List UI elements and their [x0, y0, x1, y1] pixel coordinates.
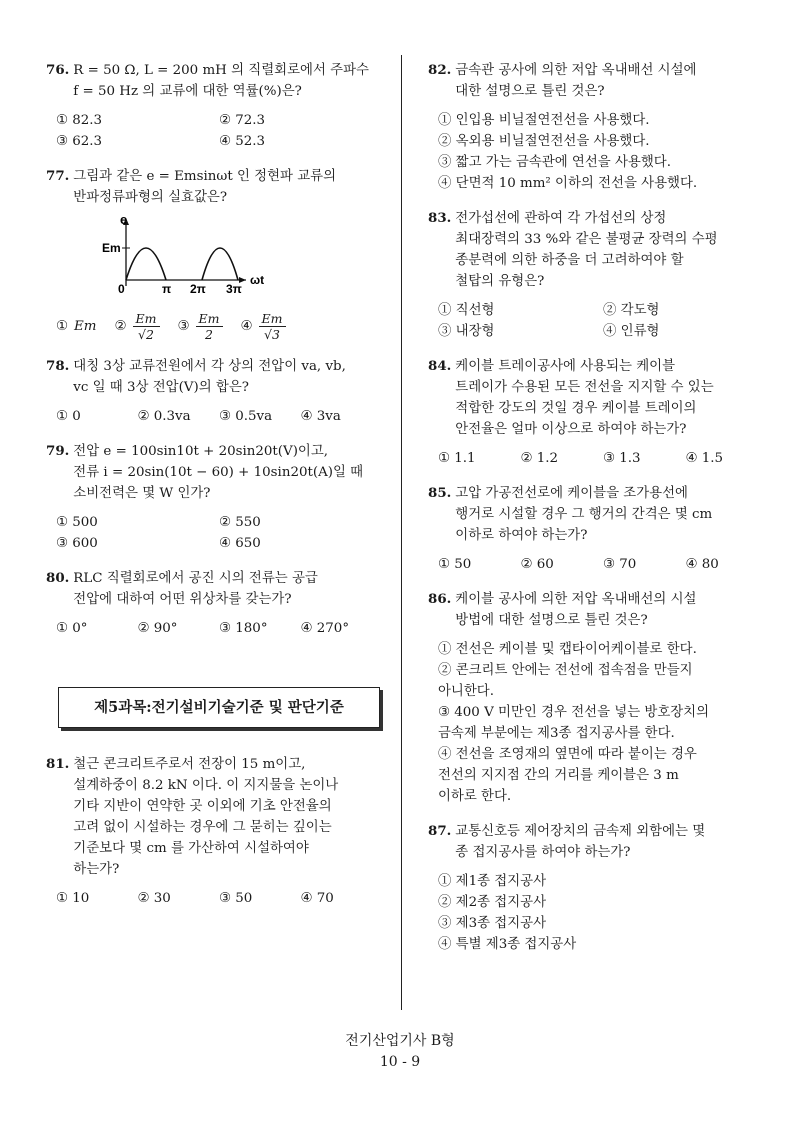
option-4: ④ 단면적 10 mm² 이하의 전선을 사용했다. — [438, 176, 698, 191]
label-e: e — [120, 214, 128, 227]
option-1: ① 직선형 — [438, 303, 495, 318]
question-77 — [46, 166, 382, 342]
question-number: 86. — [428, 591, 452, 607]
left-column — [46, 60, 382, 923]
question-text: 교통신호등 제어장치의 금속제 외함에는 몇 종 접지공사를 하여야 하는가? — [455, 824, 706, 860]
footer-page-number: 10 - 9 — [379, 1054, 421, 1070]
question-text: R = 50 Ω, L = 200 mH 의 직렬회로에서 주파수 f = 50 Hz 의 교류에 대한 역률(%)은? — [73, 63, 369, 99]
question-81 — [46, 754, 382, 909]
question-86 — [428, 589, 768, 807]
option-3: ③ 62.3 — [56, 134, 103, 149]
question-82 — [428, 60, 768, 194]
question-number: 82. — [428, 62, 452, 78]
question-text: 전압 e = 100sin10t + 20sin20t(V)이고, 전류 i = 20sin(10t − 60) + 10sin20t(A)일 때 소비전력은 몇 W 인가? — [73, 444, 364, 501]
column-divider — [401, 55, 402, 1010]
question-number: 81. — [46, 756, 70, 772]
option-3: ③ 0.5va — [219, 409, 273, 424]
half-wave-rectified-figure — [96, 214, 382, 301]
question-number: 79. — [46, 443, 70, 459]
option-2: ② 60 — [520, 557, 554, 572]
option-4: ④ 1.5 — [685, 451, 724, 466]
option-4: ④ 특별 제3종 접지공사 — [438, 937, 577, 952]
option-1: ① 82.3 — [56, 113, 103, 128]
waveform-graph — [96, 214, 286, 294]
option-2: ② 72.3 — [219, 113, 266, 128]
label-origin: 0 — [118, 282, 125, 294]
option-4: ④ 70 — [300, 891, 334, 906]
options — [46, 110, 382, 152]
option-3: ③ 제3종 접지공사 — [438, 916, 547, 931]
option-4: ④ 인류형 — [603, 324, 660, 339]
option-4: ④ 전선을 조영재의 옆면에 따라 붙이는 경우 전선의 지지점 간의 거리를 케이블은 3 m 이하로 한다. — [438, 747, 697, 804]
option-1: ① 1.1 — [438, 451, 476, 466]
option-4: ④ 650 — [219, 536, 261, 551]
question-text: 케이블 공사에 의한 저압 옥내배선의 시설 방법에 대한 설명으로 틀린 것은? — [455, 592, 697, 628]
option-2: ② 30 — [137, 891, 171, 906]
question-text: 그림과 같은 e = Emsinωt 인 정현파 교류의 반파정류파형의 실효값은? — [73, 169, 337, 205]
right-column — [428, 60, 768, 969]
option-3: ③ 내장형 — [438, 324, 495, 339]
question-76 — [46, 60, 382, 152]
question-text: 케이블 트레이공사에 사용되는 케이블 트레이가 수용된 모든 전선을 지지할 수 있는 적합한 강도의 것일 경우 케이블 트레이의 안전율은 얼마 이상으로 하여야 하는가? — [455, 359, 714, 437]
question-text: 철근 콘크리트주로서 전장이 15 m이고, 설계하중이 8.2 kN 이다. 이 지지물을 논이나 기타 지반이 연약한 곳 이외에 기초 안전율의 고려 없이 시설하는 경우에 그 묻히는 깊이는 기준보다 몇 cm 를 가산하여 시설하여야 하는가? — [73, 757, 339, 877]
option-1: ① 0° — [56, 621, 88, 636]
option-2: ② 옥외용 비닐절연전선을 사용했다. — [438, 134, 650, 149]
option-4: ④ $\frac{Em}{√3}$ — [241, 311, 286, 342]
option-3: ③ 400 V 미만인 경우 전선을 넣는 방호장치의 금속제 부분에는 제3종 접지공사를 한다. — [438, 705, 710, 741]
options — [428, 110, 768, 194]
options — [428, 871, 768, 955]
option-2: ② $\frac{Em}{√2}$ — [115, 311, 160, 342]
question-number: 83. — [428, 210, 452, 226]
options — [428, 554, 768, 575]
option-2: ② 콘크리트 안에는 전선에 접속점을 만들지 아니한다. — [438, 663, 693, 699]
option-2: ② 제2종 접지공사 — [438, 895, 547, 910]
option-3: ③ 짧고 가는 금속관에 연선을 사용했다. — [438, 155, 671, 170]
options — [46, 618, 382, 639]
question-number: 87. — [428, 823, 452, 839]
options — [46, 311, 382, 342]
first-half-wave — [126, 248, 166, 280]
fraction: $\frac{Em}{√3}$ — [259, 311, 286, 342]
option-1: ① 500 — [56, 515, 98, 530]
question-text: 대칭 3상 교류전원에서 각 상의 전압이 va, vb, vc 일 때 3상 전압(V)의 합은? — [73, 359, 346, 395]
option-2: ② 각도형 — [603, 303, 660, 318]
options — [46, 888, 382, 909]
label-3pi: 3π — [226, 282, 242, 294]
question-text: 전가섭선에 관하여 각 가섭선의 상정 최대장력의 33 %와 같은 불평균 장력의 수평 종분력에 의한 하중을 더 고려하여야 할 철탑의 유형은? — [455, 211, 718, 289]
option-1: ① 50 — [438, 557, 472, 572]
question-83 — [428, 208, 768, 342]
option-1: ① 인입용 비닐절연전선을 사용했다. — [438, 113, 650, 128]
question-84 — [428, 356, 768, 469]
question-79 — [46, 441, 382, 554]
option-2: ② 1.2 — [520, 451, 559, 466]
question-number: 84. — [428, 358, 452, 374]
option-1: ① 제1종 접지공사 — [438, 874, 547, 889]
option-3: ③ 50 — [219, 891, 253, 906]
option-3: ③ 600 — [56, 536, 98, 551]
fraction: $\frac{Em}{√2}$ — [133, 311, 160, 342]
question-number: 76. — [46, 62, 70, 78]
option-1: ① 10 — [56, 891, 90, 906]
label-2pi: 2π — [190, 282, 206, 294]
options — [428, 300, 768, 342]
question-number: 77. — [46, 168, 70, 184]
option-2: ② 550 — [219, 515, 261, 530]
option-3: ③ $\frac{Em}{2}$ — [178, 311, 223, 342]
label-wt: ωt — [250, 273, 265, 287]
option-1: ① 0 — [56, 409, 81, 424]
second-half-wave — [202, 248, 238, 280]
option-3: ③ 180° — [219, 621, 268, 636]
options — [46, 406, 382, 427]
options — [428, 448, 768, 469]
option-4: ④ 270° — [300, 621, 350, 636]
option-3: ③ 70 — [603, 557, 637, 572]
question-80 — [46, 568, 382, 639]
question-78 — [46, 356, 382, 427]
option-4: ④ 80 — [685, 557, 719, 572]
option-1: ① Em — [56, 319, 97, 334]
question-87 — [428, 821, 768, 955]
question-text: 고압 가공전선로에 케이블을 조가용선에 행거로 시설할 경우 그 행거의 간격은 몇 cm 이하로 하여야 하는가? — [455, 486, 713, 543]
footer-exam-title: 전기산업기사 B형 — [345, 1033, 455, 1049]
question-text: RLC 직렬회로에서 공진 시의 전류는 공급 전압에 대하여 어떤 위상차를 갖는가? — [73, 571, 318, 607]
question-85 — [428, 483, 768, 575]
label-pi: π — [162, 282, 172, 294]
question-number: 78. — [46, 358, 70, 374]
option-4: ④ 52.3 — [219, 134, 266, 149]
label-em: Em — [102, 241, 121, 255]
options — [428, 639, 768, 807]
option-1: ① 전선은 케이블 및 캡타이어케이블로 한다. — [438, 642, 697, 657]
option-3: ③ 1.3 — [603, 451, 641, 466]
fraction: $\frac{Em}{2}$ — [196, 311, 223, 342]
question-text: 금속관 공사에 의한 저압 옥내배선 시설에 대한 설명으로 틀린 것은? — [455, 63, 697, 99]
option-4: ④ 3va — [300, 409, 341, 424]
option-2: ② 90° — [137, 621, 178, 636]
options — [46, 512, 382, 554]
option-2: ② 0.3va — [137, 409, 191, 424]
question-number: 85. — [428, 485, 452, 501]
section-title: 제5과목:전기설비기술기준 및 판단기준 — [58, 687, 380, 728]
question-number: 80. — [46, 570, 70, 586]
